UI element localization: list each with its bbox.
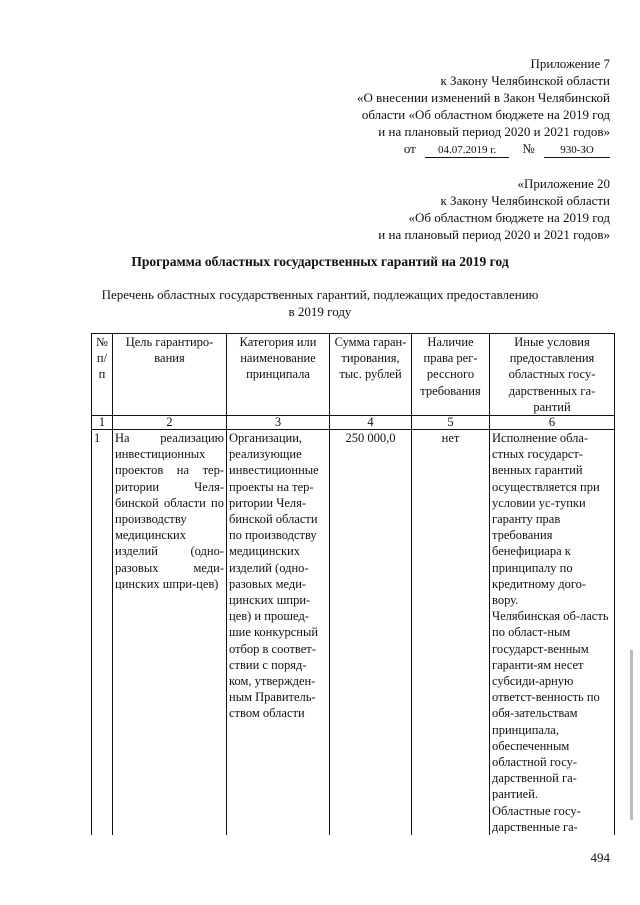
annex-line: и на плановый период 2020 и 2021 годов» [378,124,610,139]
conditions-paragraph: Областные госу-дарственные га- [492,803,581,834]
header-purpose: Цель гарантиро-вания [113,334,227,416]
law-date-number-line [357,140,610,158]
document-title: Программа областных государственных гарантий на 2019 год [131,254,509,269]
row-principal: Организации, реализующие инвестиционные проекты на тер-ритории Челя-бинской области по производству медицинских изделий (одно-разовых меди-цинских шпри-цев) и прошед-шие конкурсный отбор в соответ-ствии с поряд-ком, утвержден-ным Правитель-ством области [227,430,330,836]
law-number: 930-ЗО [544,144,610,158]
law-date: 04.07.2019 г. [425,144,509,158]
header-amount: Сумма гаран-тирования, тыс. рублей [330,334,412,416]
column-number: 3 [227,416,330,430]
annex-line: Приложение 7 [530,56,610,71]
row-conditions [490,430,615,836]
annex-7-header [357,55,610,158]
column-number: 1 [92,416,113,430]
page-number: 494 [590,850,610,865]
subtitle-line: в 2019 году [288,304,352,319]
scan-edge-shadow [630,650,633,820]
table-row [92,430,615,836]
annex-line: «Приложение 20 [517,176,610,191]
column-number: 4 [330,416,412,430]
document-subtitle [60,286,580,320]
header-principal: Категория или наименование принципала [227,334,330,416]
from-label: от [403,141,416,156]
annex-line: области «Об областном бюджете на 2019 год [361,107,610,122]
annex-line: к Закону Челябинской области [440,193,610,208]
annex-line: «О внесении изменений в Закон Челябинской [356,90,610,105]
column-number: 6 [490,416,615,430]
row-amount: 250 000,0 [330,430,412,836]
number-label: № [522,141,535,156]
subtitle-line: Перечень областных государственных гарантий, подлежащих предоставлению [101,287,539,302]
header-conditions: Иные условия предоставления областных госу-дарственных га-рантий [490,334,615,416]
column-number-row [92,416,615,430]
header-regress: Наличие права рег-рессного требования [412,334,490,416]
column-number: 2 [113,416,227,430]
annex-line: и на плановый период 2020 и 2021 годов» [378,227,610,242]
annex-line: «Об областном бюджете на 2019 год [408,210,610,225]
row-number: 1 [92,430,113,836]
column-number: 5 [412,416,490,430]
annex-line: к Закону Челябинской области [440,73,610,88]
table-header-row [92,334,615,416]
annex-20-header [378,175,610,243]
header-num: № п/п [92,334,113,416]
conditions-paragraph: Челябинская об-ласть по област-ным государст-венным гаранти-ям несет субсиди-арную ответст-венность по обя-зательствам принципала, обеспеченным областной госу-дарственной га-рантией. [492,609,609,802]
row-regress: нет [412,430,490,836]
row-purpose: На реализацию инвестиционных проектов на тер-ритории Челя-бинской области по производству медицинских изделий (одно-разовых меди-цинских шпри-цев) [113,430,227,836]
guarantees-table [91,333,615,835]
conditions-paragraph: Исполнение обла-стных государст-венных гарантий осуществляется при условии ус-тупки гаранту прав требования бенефициара к принципалу по кредитному дого-вору. [492,431,600,608]
